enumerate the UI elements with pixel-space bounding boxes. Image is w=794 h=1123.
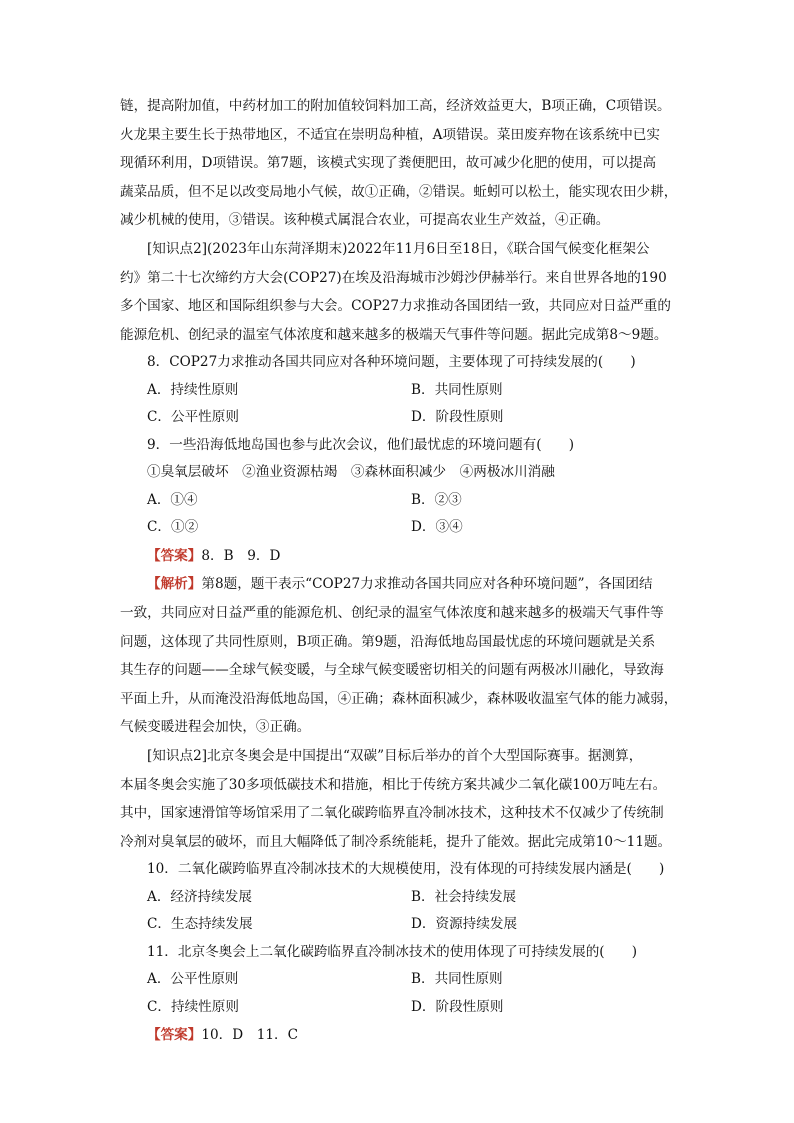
question-stem: 9．一些沿海低地岛国也参与此次会议，他们最忧虑的环境问题有( ) <box>147 436 575 453</box>
option-d: D．资源持续发展 <box>411 916 518 933</box>
text-line: 气候变暖进程会加快，③正确。 <box>120 719 311 736</box>
question-11 <box>120 939 685 1022</box>
option-a: A．公平性原则 <box>147 971 239 988</box>
answer-10-11 <box>120 1021 685 1050</box>
answer-tag: 【答案】 <box>147 547 202 564</box>
text-line: 蔬菜品质，但不足以改变局地小气候，故①正确，②错误。蚯蚓可以松土，能实现农田少耕， <box>120 183 678 200</box>
text-line: 能源危机、创纪录的温室气体浓度和越来越多的极端天气事件等问题。据此完成第8～9题。 <box>120 326 668 343</box>
answer-tag: 【答案】 <box>147 1027 202 1044</box>
text-line <box>120 570 685 599</box>
options-row <box>120 404 685 432</box>
text-line: 多个国家、地区和国际组织参与大会。COP27力求推动各国团结一致，共同应对日益严重的 <box>120 298 671 315</box>
material-winter-olympics <box>120 742 685 856</box>
answer-text: 10．D 11．C <box>201 1027 299 1044</box>
options-row <box>120 377 685 405</box>
text-line: 冷剂对臭氧层的破坏，而且大幅降低了制冷系统能耗，提升了能效。据此完成第10～11题。 <box>120 833 672 850</box>
options-row <box>120 487 685 515</box>
text-line: 减少机械的使用，③错误。该种模式属混合农业，可提高农业生产效益，④正确。 <box>120 212 610 229</box>
question-stem: 10．二氧化碳跨临界直冷制冰技术的大规模使用，没有体现的可持续发展内涵是( ) <box>147 861 665 878</box>
text-line: 火龙果主要生长于热带地区，不适宜在崇明岛种植，A项错误。菜田废弃物在该系统中已实 <box>120 126 660 143</box>
options-row <box>120 994 685 1022</box>
text-line: [知识点2](2023年山东菏泽期末)2022年11月6日至18日，《联合国气候变化框架公 <box>147 240 650 257</box>
option-b: B．②③ <box>411 491 462 508</box>
question-stem: 8．COP27力求推动各国共同应对各种环境问题，主要体现了可持续发展的( ) <box>147 354 636 371</box>
options-row <box>120 966 685 994</box>
answer-8-9 <box>120 542 685 571</box>
option-a: A．经济持续发展 <box>147 888 252 905</box>
option-c: C．①② <box>147 519 199 536</box>
text-line: 本届冬奥会实施了30多项低碳技术和措施，相比于传统方案共减少二氧化碳100万吨左右。 <box>120 776 667 793</box>
analysis-continuation <box>120 92 685 235</box>
text-line: 其中，国家速滑馆等场馆采用了二氧化碳跨临界直冷制冰技术，这种技术不仅减少了传统制 <box>120 805 664 822</box>
option-d: D．阶段性原则 <box>411 409 504 426</box>
option-d: D．阶段性原则 <box>411 998 504 1015</box>
question-stem: 11．北京冬奥会上二氧化碳跨临界直冷制冰技术的使用体现了可持续发展的( ) <box>147 943 638 960</box>
question-items: ①臭氧层破坏 ②渔业资源枯竭 ③森林面积减少 ④两极冰川消融 <box>147 464 555 481</box>
analysis-text: 第8题，题干表示“COP27力求推动各国共同应对各种环境问题”，各国团结 <box>201 576 653 593</box>
option-b: B．共同性原则 <box>411 971 503 988</box>
answer-text: 8．B 9．D <box>201 547 281 564</box>
question-8 <box>120 349 685 432</box>
options-row <box>120 911 685 939</box>
text-line: 问题，这体现了共同性原则，B项正确。第9题，沿海低地岛国最忧虑的环境问题就是关系 <box>120 633 656 650</box>
text-line: 约》第二十七次缔约方大会(COP27)在埃及沿海城市沙姆沙伊赫举行。来自世界各地的190 <box>120 269 667 286</box>
analysis-8-9 <box>120 570 685 742</box>
document-page <box>120 92 685 1050</box>
option-b: B．社会持续发展 <box>411 888 517 905</box>
option-b: B．共同性原则 <box>411 381 503 398</box>
option-a: A．①④ <box>147 491 198 508</box>
option-c: C．生态持续发展 <box>147 916 253 933</box>
options-row <box>120 884 685 912</box>
text-line: 其生存的问题——全球气候变暖，与全球气候变暖密切相关的问题有两极冰川融化，导致海 <box>120 662 664 679</box>
analysis-tag: 【解析】 <box>147 576 202 593</box>
option-a: A．持续性原则 <box>147 381 239 398</box>
text-line: 现循环利用，D项错误。第7题，该模式实现了粪便肥田，故可减少化肥的使用，可以提高 <box>120 155 657 172</box>
option-c: C．持续性原则 <box>147 998 239 1015</box>
text-line: 链，提高附加值，中药材加工的附加值较饲料加工高，经济效益更大，B项正确，C项错误。 <box>120 98 671 114</box>
text-line: 一致，共同应对日益严重的能源危机、创纪录的温室气体浓度和越来越多的极端天气事件等 <box>120 605 664 622</box>
option-d: D．③④ <box>411 519 463 536</box>
question-10 <box>120 856 685 939</box>
question-9 <box>120 432 685 542</box>
option-c: C．公平性原则 <box>147 409 239 426</box>
text-line: [知识点2]北京冬奥会是中国提出“双碳”目标后举办的首个大型国际赛事。据测算， <box>147 748 643 764</box>
text-line: 平面上升，从而淹没沿海低地岛国，④正确；森林面积减少，森林吸收温室气体的能力减弱， <box>120 690 678 707</box>
options-row <box>120 514 685 542</box>
material-cop27 <box>120 235 685 349</box>
